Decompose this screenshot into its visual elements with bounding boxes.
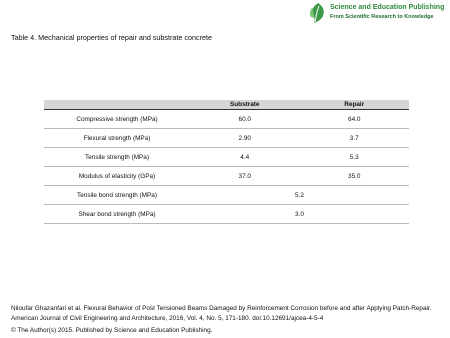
copyright-text: © The Author(s) 2015. Published by Science and Education Publishing. — [11, 327, 213, 334]
substrate-value: 2.90 — [190, 129, 300, 148]
row-label: Modulus of elasticity (GPa) — [44, 167, 190, 186]
leaf-logo-icon — [308, 2, 328, 24]
row-label: Tensile strength (MPa) — [44, 148, 190, 167]
publisher-tagline: From Scientific Research to Knowledge — [330, 14, 434, 20]
row-label: Tensile bond strength (MPa) — [44, 186, 190, 205]
substrate-value: 37.0 — [190, 167, 300, 186]
merged-value: 5.2 — [190, 186, 409, 205]
row-label: Flexural strength (MPa) — [44, 129, 190, 148]
publisher-logo — [308, 2, 448, 28]
repair-value: 3.7 — [300, 129, 410, 148]
table-row — [44, 186, 409, 205]
table-header-row — [44, 100, 409, 110]
header-substrate: Substrate — [190, 100, 300, 110]
table-caption: Table 4. Mechanical properties of repair and substrate concrete — [11, 33, 212, 42]
merged-value: 3.0 — [190, 205, 409, 224]
table-row — [44, 129, 409, 148]
row-label: Compressive strength (MPa) — [44, 110, 190, 129]
header-blank — [44, 100, 190, 110]
table-row — [44, 205, 409, 224]
repair-value: 35.0 — [300, 167, 410, 186]
repair-value: 5.3 — [300, 148, 410, 167]
substrate-value: 4.4 — [190, 148, 300, 167]
table-row — [44, 148, 409, 167]
substrate-value: 60.0 — [190, 110, 300, 129]
publisher-name: Science and Education Publishing — [330, 4, 445, 11]
citation-text: Niloufar Ghazanfari et al. Flexural Behavior of Post Tensioned Beams Damaged by Reinforcement Corrosion before and after Applying Patch-Repair. American Journal of Civil Engineering and Architecture, 2016, Vol. 4, No. 5, 171-180. doi:10.12691/ajcea-4-5-4 — [11, 305, 432, 322]
table-row — [44, 167, 409, 186]
row-label: Shear bond strength (MPa) — [44, 205, 190, 224]
table-row — [44, 110, 409, 129]
properties-table — [44, 100, 409, 224]
repair-value: 64.0 — [300, 110, 410, 129]
header-repair: Repair — [300, 100, 410, 110]
